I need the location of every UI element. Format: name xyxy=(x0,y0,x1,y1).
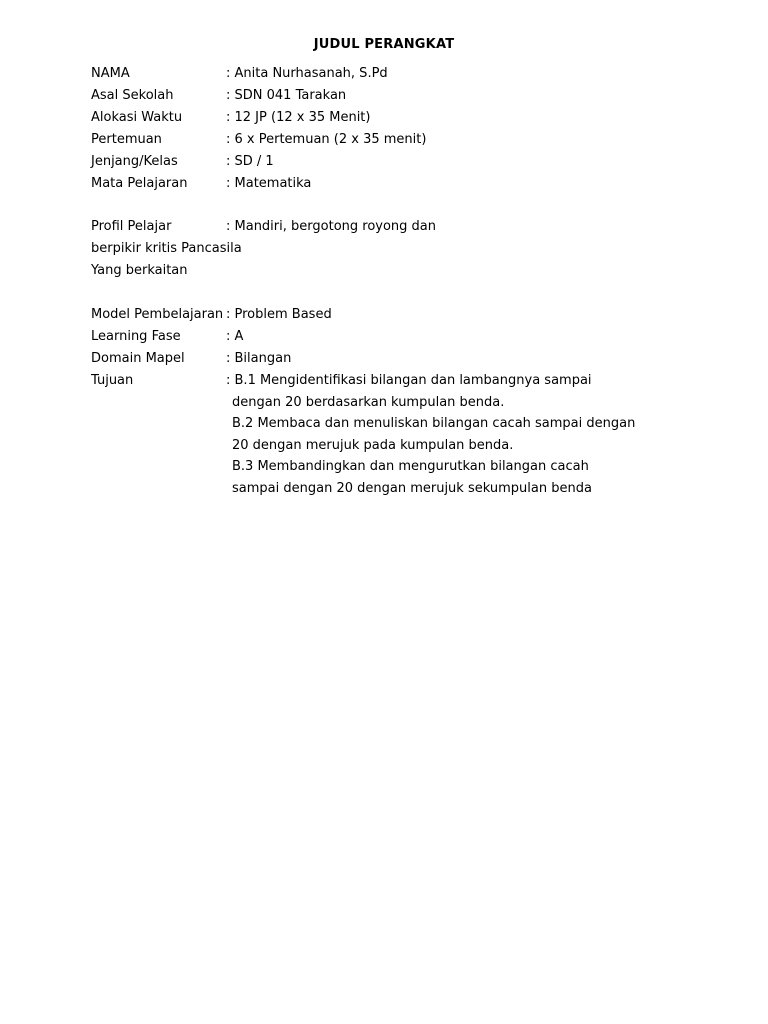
field-value: : Mandiri, bergotong royong dan xyxy=(226,219,437,234)
field-label: Profil Pelajar xyxy=(91,219,172,234)
field-label: Jenjang/Kelas xyxy=(91,154,178,169)
field-value: : Matematika xyxy=(226,176,312,191)
field-value: : Problem Based xyxy=(226,307,332,322)
field-label: Mata Pelajaran xyxy=(91,176,188,191)
field-label: Model Pembelajaran xyxy=(91,307,224,322)
profil-line-2: berpikir kritis Pancasila xyxy=(91,241,242,256)
tujuan-line: : B.1 Mengidentifikasi bilangan dan lambangnya sampai xyxy=(226,373,592,388)
document-title: JUDUL PERANGKAT xyxy=(313,37,455,52)
field-value: : Bilangan xyxy=(226,351,292,366)
tujuan-line: sampai dengan 20 dengan merujuk sekumpulan benda xyxy=(232,481,592,496)
field-label: Tujuan xyxy=(91,373,134,388)
field-value: : A xyxy=(226,329,244,344)
field-value: : Anita Nurhasanah, S.Pd xyxy=(226,66,388,81)
tujuan-line: B.2 Membaca dan menuliskan bilangan cacah sampai dengan xyxy=(232,416,636,431)
field-label: Domain Mapel xyxy=(91,351,185,366)
field-label: Learning Fase xyxy=(91,329,181,344)
profil-line-3: Yang berkaitan xyxy=(91,263,188,278)
tujuan-line: 20 dengan merujuk pada kumpulan benda. xyxy=(232,438,514,453)
tujuan-line: B.3 Membandingkan dan mengurutkan bilangan cacah xyxy=(232,459,589,474)
field-label: Pertemuan xyxy=(91,132,162,147)
field-value: : 6 x Pertemuan (2 x 35 menit) xyxy=(226,132,427,147)
field-value: : 12 JP (12 x 35 Menit) xyxy=(226,110,371,125)
field-value: : SD / 1 xyxy=(226,154,274,169)
field-label: Asal Sekolah xyxy=(91,88,174,103)
tujuan-line: dengan 20 berdasarkan kumpulan benda. xyxy=(232,395,505,410)
field-label: NAMA xyxy=(91,66,130,81)
field-label: Alokasi Waktu xyxy=(91,110,183,125)
field-value: : SDN 041 Tarakan xyxy=(226,88,347,103)
